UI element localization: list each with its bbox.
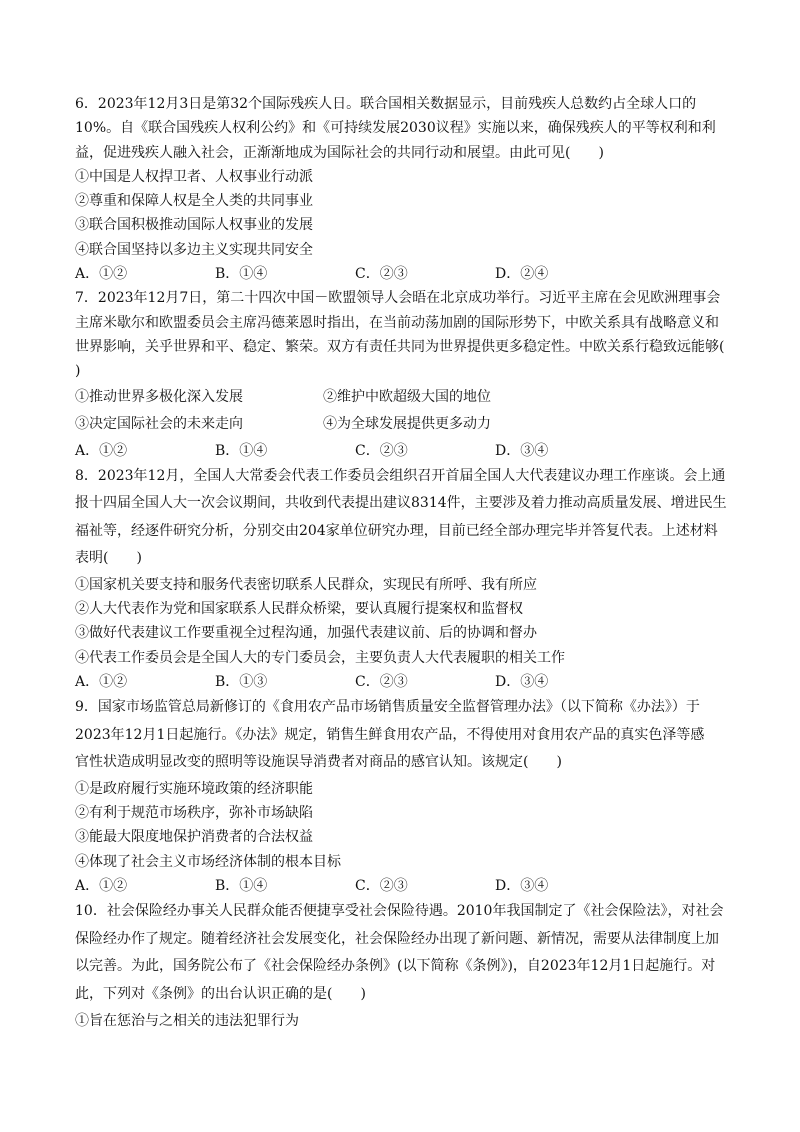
statement-item: ②尊重和保障人权是全人类的共同事业 [75,193,313,210]
answer-options [75,874,730,898]
statement-item: ③能最大限度地保护消费者的合法权益 [75,829,313,846]
question-stem-line: 10%。自《联合国残疾人权利公约》和《可持续发展2030议程》实施以来，确保残疾人的平等权利和利 [75,120,716,137]
question-stem-line: 主席米歇尔和欧盟委员会主席冯德莱恩时指出，在当前动荡加剧的国际形势下，中欧关系具有战略意义和 [75,314,719,331]
statement-item: ①推动世界多极化深入发展 [75,388,243,405]
question-stem-line: 表明( ) [75,550,142,567]
statement-item: ①中国是人权捍卫者、人权事业行动派 [75,168,313,185]
question-8 [75,463,730,694]
question-stem-line: 9．国家市场监管总局新修订的《食用农产品市场销售质量安全监督管理办法》（以下简称《办法》）于 [75,699,700,716]
question-stem-line: 报十四届全国人大一次会议期间，共收到代表提出建议8314件，主要涉及着力推动高质量发展、增进民生 [75,495,727,512]
question-stem-line: 10．社会保险经办事关人民群众能否便捷享受社会保险待遇。2010年我国制定了《社会保险法》，对社会 [75,903,724,920]
question-stem-line: 福祉等，经逐件研究分析，分别交由204家单位研究办理，目前已经全部办理完毕并答复代表。上述材料 [75,522,718,539]
question-10 [75,898,730,1036]
option-d[interactable]: D．③④ [495,674,549,691]
option-a[interactable]: A．①② [75,442,128,459]
option-d[interactable]: D．③④ [495,878,549,895]
option-a[interactable]: A．①② [75,674,128,691]
statement-item: ①是政府履行实施环境政策的经济职能 [75,780,313,797]
question-9 [75,694,730,898]
statement-item: ②有利于规范市场秩序，弥补市场缺陷 [75,805,313,822]
question-6 [75,92,730,286]
statement-item: ②人大代表作为党和国家联系人民群众桥梁，要认真履行提案权和监督权 [75,601,523,618]
statement-item: ④代表工作委员会是全国人大的专门委员会，主要负责人大代表履职的相关工作 [75,649,565,666]
question-stem-line: 此，下列对《条例》的出台认识正确的是( ) [75,985,366,1002]
question-7 [75,286,730,462]
option-c[interactable]: C．②③ [355,266,408,283]
statement-item: ③联合国积极推动国际人权事业的发展 [75,217,313,234]
option-d[interactable]: D．②④ [495,266,549,283]
option-b[interactable]: B．①③ [215,674,268,691]
statement-item: ②维护中欧超级大国的地位 [323,388,491,405]
statement-item: ③决定国际社会的未来走向 [75,416,243,433]
answer-options [75,439,730,463]
question-stem-line: ) [75,363,81,380]
statement-row [75,384,730,412]
exam-page [75,92,730,1036]
question-stem-line: 世界影响，关乎世界和平、稳定、繁荣。双方有责任共同为世界提供更多稳定性。中欧关系行稳致远能够( [75,338,725,355]
question-stem-line: 以完善。为此，国务院公布了《社会保险经办条例》(以下简称《条例》)，自2023年12月1日起施行。对 [75,958,716,975]
option-a[interactable]: A．①② [75,266,128,283]
option-b[interactable]: B．①④ [215,266,268,283]
option-c[interactable]: C．②③ [355,878,408,895]
statement-item: ③做好代表建议工作要重视全过程沟通，加强代表建议前、后的协调和督办 [75,625,537,642]
statement-item: ④为全球发展提供更多动力 [323,416,491,433]
option-b[interactable]: B．①④ [215,442,268,459]
option-d[interactable]: D．③④ [495,442,549,459]
question-stem-line: 官性状造成明显改变的照明等设施误导消费者对商品的感官认知。该规定( ) [75,754,562,771]
statement-item: ①旨在惩治与之相关的违法犯罪行为 [75,1013,299,1030]
question-stem-line: 益，促进残疾人融入社会，正渐渐地成为国际社会的共同行动和展望。由此可见( ) [75,144,604,161]
question-stem-line: 6．2023年12月3日是第32个国际残疾人日。联合国相关数据显示，目前残疾人总数约占全球人口的 [75,96,697,112]
option-b[interactable]: B．①④ [215,878,268,895]
answer-options [75,262,730,286]
statement-item: ④联合国坚持以多边主义实现共同安全 [75,241,313,258]
option-a[interactable]: A．①② [75,878,128,895]
question-stem-line: 7．2023年12月7日，第二十四次中国－欧盟领导人会晤在北京成功举行。习近平主席在会见欧洲理事会 [75,290,721,307]
question-stem-line: 保险经办作了规定。随着经济社会发展变化，社会保险经办出现了新问题、新情况，需要从法律制度上加 [75,930,719,947]
option-c[interactable]: C．②③ [355,442,408,459]
statement-item: ①国家机关要支持和服务代表密切联系人民群众，实现民有所呼、我有所应 [75,576,537,593]
option-c[interactable]: C．②③ [355,674,408,691]
question-stem-line: 2023年12月1日起施行。《办法》规定，销售生鲜食用农产品，不得使用对食用农产品的真实色泽等感 [75,726,705,743]
answer-options [75,670,730,694]
statement-item: ④体现了社会主义市场经济体制的根本目标 [75,853,341,870]
question-stem-line: 8．2023年12月，全国人大常委会代表工作委员会组织召开首届全国人大代表建议办理工作座谈。会上通 [75,467,726,484]
statement-row [75,411,730,439]
